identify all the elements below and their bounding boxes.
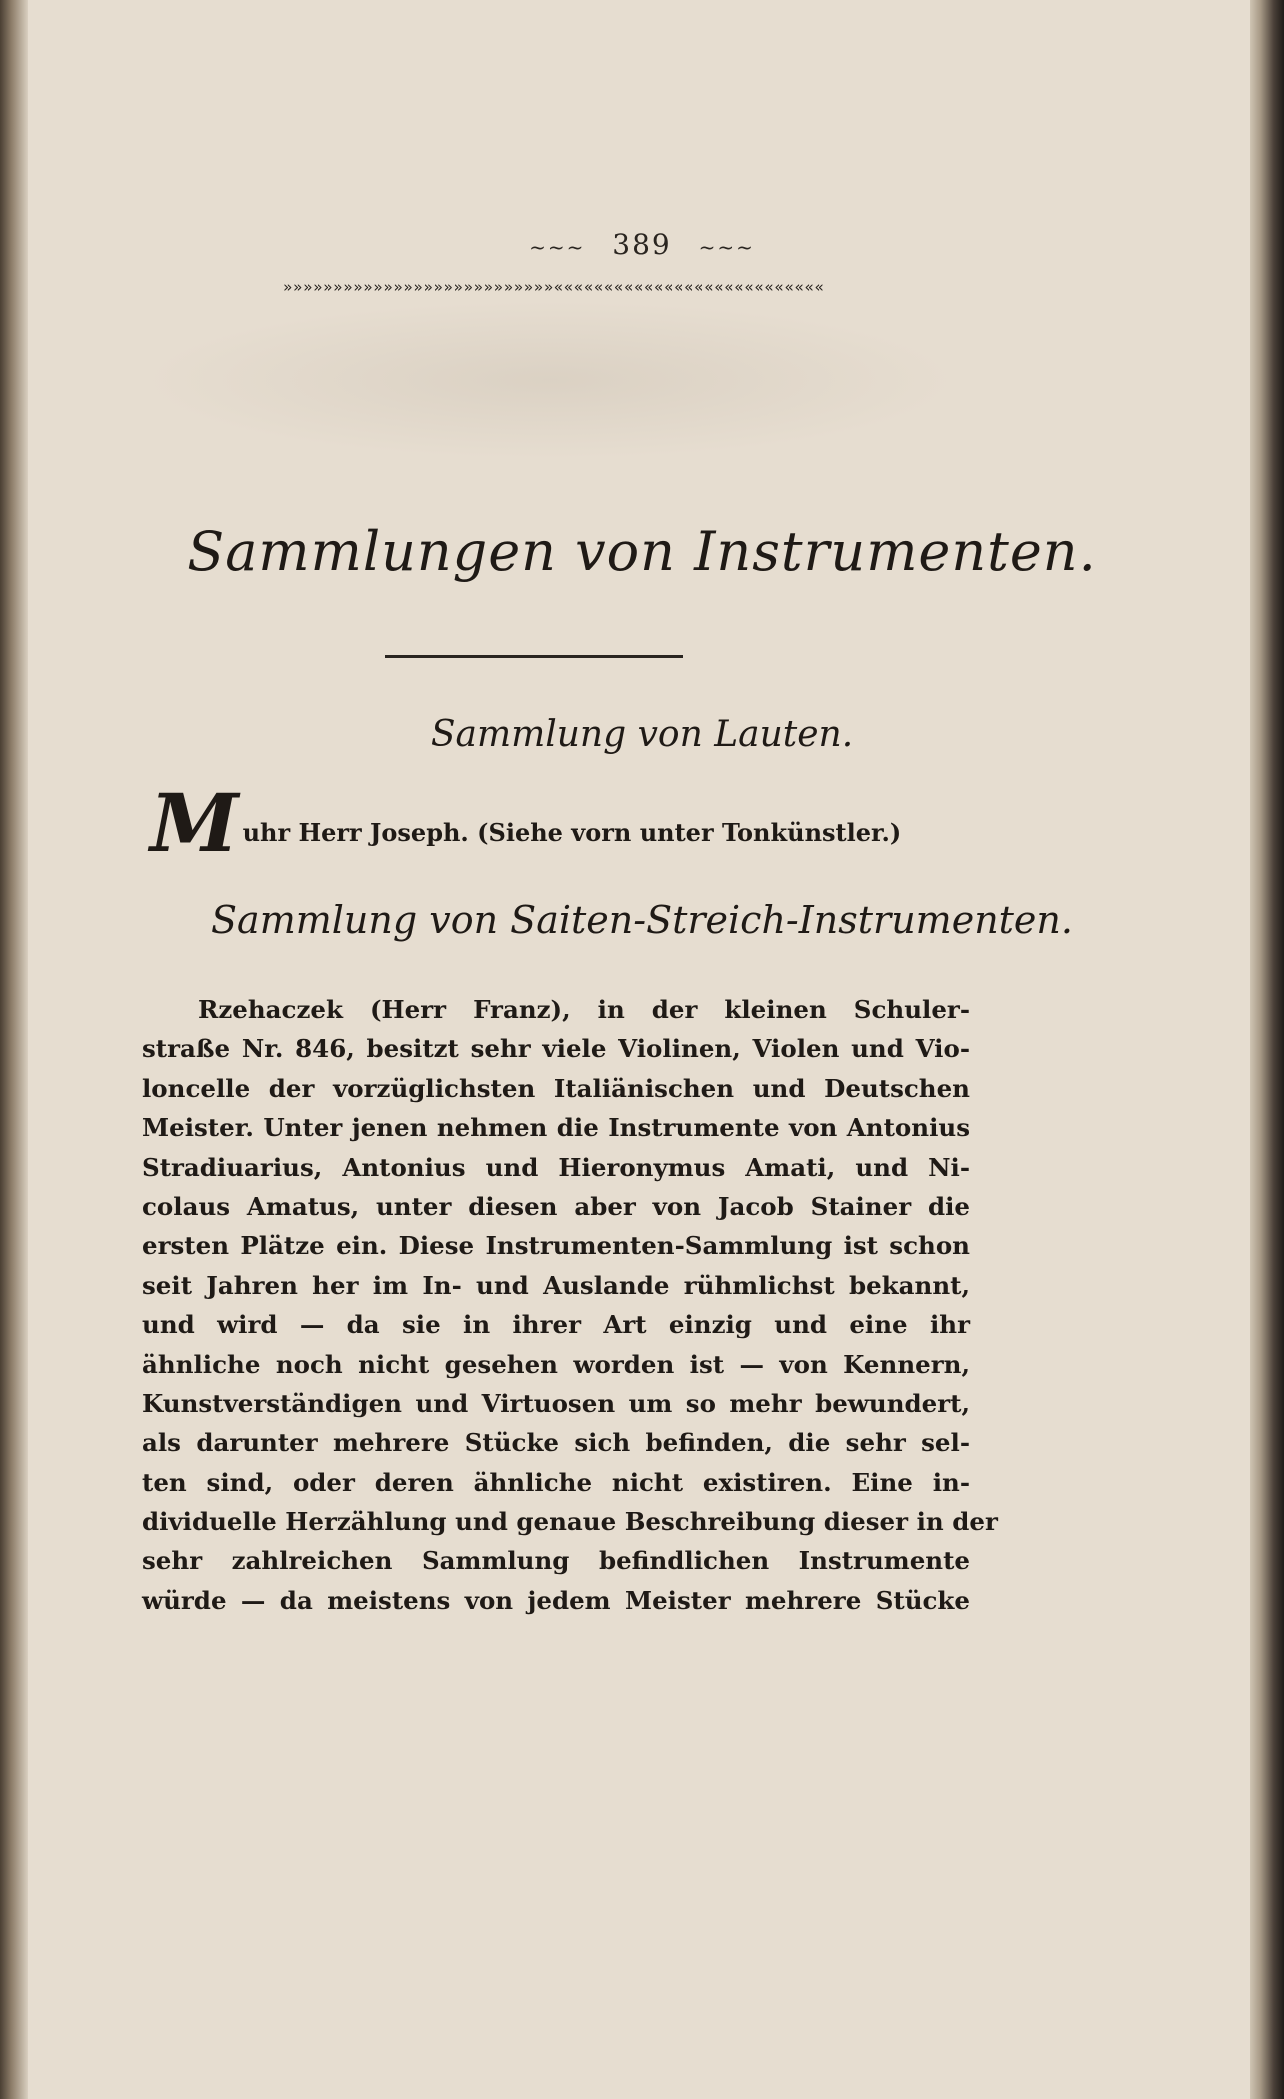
text-line: ähnliche noch nicht gesehen worden ist — von Kennern, <box>142 1349 970 1379</box>
chapter-title: Sammlungen von Instrumenten. <box>187 520 1097 583</box>
text-line: Stradiuarius, Antonius und Hieronymus Amati, und Ni- <box>142 1152 970 1182</box>
title-divider <box>385 655 683 658</box>
page-header <box>0 228 1284 261</box>
section-heading-strings: Sammlung von Saiten-Streich-Instrumenten. <box>211 898 1073 942</box>
ornament-rule: »»»»»»»»»»»»»»»»»»»»»»»»»»»««««««««««««««««««««««««««« <box>283 278 825 296</box>
text-line: colaus Amatus, unter diesen aber von Jacob Stainer die <box>142 1191 970 1221</box>
body-paragraph <box>142 990 998 1620</box>
section-heading-lutes: Sammlung von Lauten. <box>430 714 854 755</box>
page-number: 389 <box>612 228 672 261</box>
entry-text: uhr Herr Joseph. (Siehe vorn unter Tonkünstler.) <box>242 818 902 847</box>
text-line: Meister. Unter jenen nehmen die Instrumente von Antonius <box>142 1113 970 1143</box>
book-gutter <box>1250 0 1284 2099</box>
text-line: ten sind, oder deren ähnliche nicht existiren. Eine in- <box>142 1467 970 1497</box>
show-through-shadow <box>140 300 960 460</box>
text-line: Rzehaczek (Herr Franz), in der kleinen Schuler- <box>198 995 970 1024</box>
text-line: ersten Plätze ein. Diese Instrumenten-Sammlung ist schon <box>142 1231 970 1261</box>
text-line: würde — da meistens von jedem Meister mehrere Stücke <box>142 1585 970 1615</box>
text-line: seit Jahren her im In- und Auslande rühmlichst bekannt, <box>142 1270 970 1300</box>
drop-cap: M <box>150 776 239 870</box>
entry-muhr <box>150 776 970 870</box>
text-line: loncelle der vorzüglichsten Italiänischen und Deutschen <box>142 1073 970 1103</box>
text-line: als darunter mehrere Stücke sich befinden, die sehr sel- <box>142 1428 970 1458</box>
header-ornament-left: ~~~ <box>529 234 586 259</box>
header-ornament-right: ~~~ <box>698 234 755 259</box>
text-line: sehr zahlreichen Sammlung befindlichen Instrumente <box>142 1546 970 1576</box>
text-line: und wird — da sie in ihrer Art einzig und eine ihr <box>142 1310 970 1340</box>
text-line: straße Nr. 846, besitzt sehr viele Violinen, Violen und Vio- <box>142 1034 970 1064</box>
text-line: dividuelle Herzählung und genaue Beschreibung dieser in der <box>142 1507 998 1537</box>
page-edge <box>0 0 28 2099</box>
text-line: Kunstverständigen und Virtuosen um so mehr bewundert, <box>142 1388 970 1418</box>
